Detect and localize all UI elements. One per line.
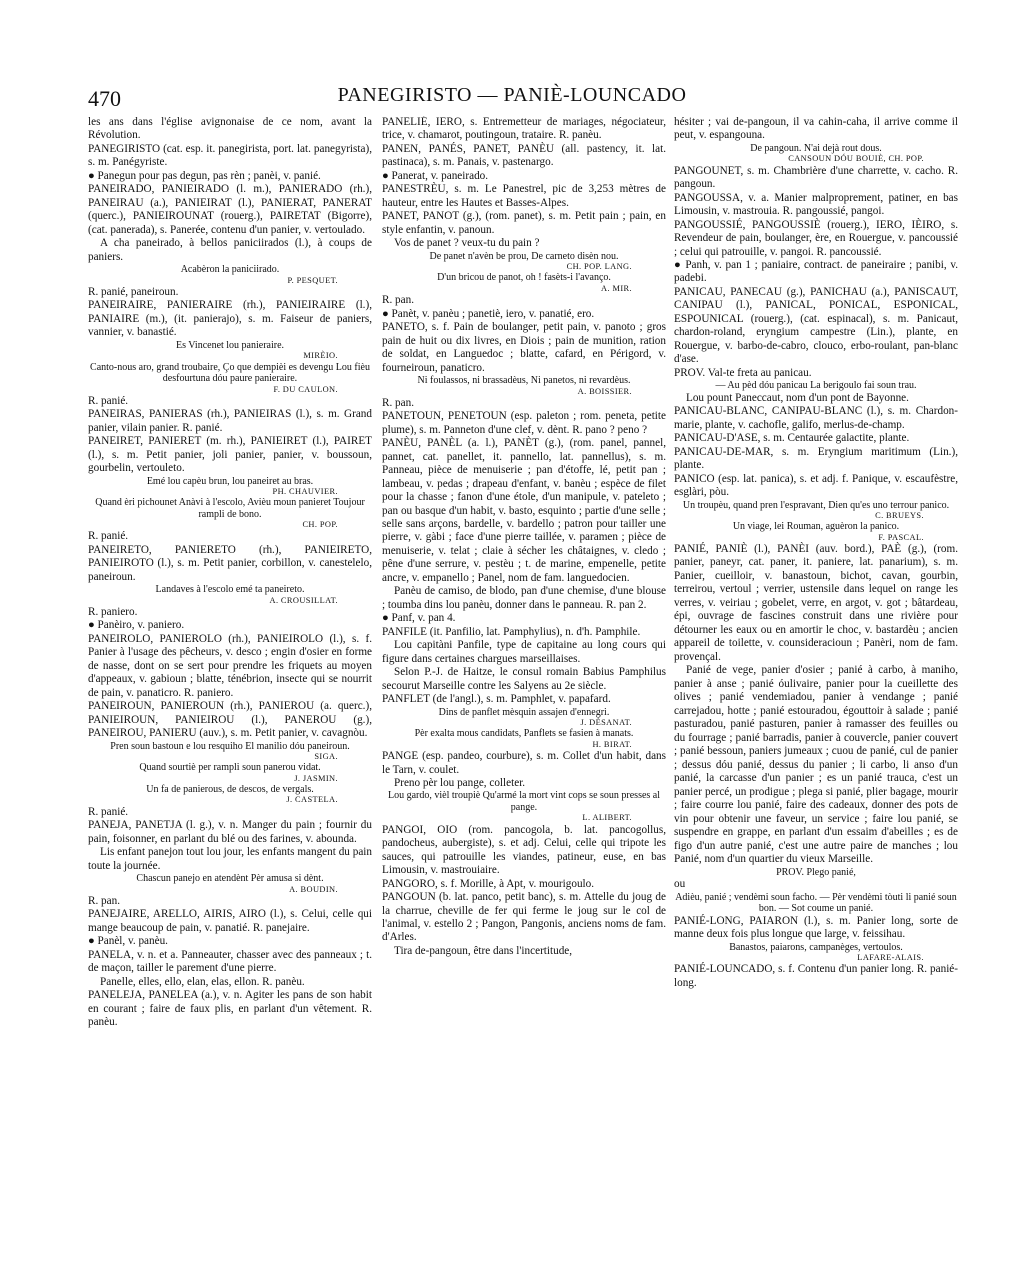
quotation: Adièu, panié ; vendèmi soun facho. — Pèr vendèmi tòuti li panié soun bon. — Sot coume un panié. [675, 891, 957, 915]
quotation: Es Vincenet lou panieraire. [175, 339, 285, 351]
entry-text: PANGOUNET, s. m. Chambrière d'une charrette, v. cacho. R. pangoun. [674, 164, 958, 191]
entry-text: PANICAU-BLANC, CANIPAU-BLANC (l.), s. m. Chardon-marie, plante, v. cachofle, galifo, merlus-de-champ. [674, 405, 958, 431]
quote-attribution: SIGA. [314, 752, 338, 762]
entry-text: Panelle, elles, ello, elan, elas, ellon. R. panèu. [100, 975, 305, 988]
quote-attribution: CANSOUN DÓU BOUIÈ, CH. POP. [788, 154, 924, 164]
entry-text: R. panié. [88, 805, 129, 818]
entry-text: Selon P.-J. de Haitze, le consul romain Babius Pamphilus secourut Marseille contre les Salyens au 2e siècle. [382, 666, 666, 692]
entry-text: Vos de panet ? veux-tu du pain ? [394, 237, 540, 250]
column-3 [674, 116, 958, 1280]
column-1 [88, 116, 372, 1280]
entry-text: PANICAU, PANECAU (g.), PANICHAU (a.), PANISCAUT, CANIPAU (l.), PANICAL, PONICAL, ESPONICAL, ESPOUNICAL (rouerg.), (cat. espinacal), s. m. Panicaut, chardon-roland, eryngium campestre (Lin.), plante, en Rouergue, v. barbo-de-cabro, clouco, erbo-roulant, pan-blanc d'ase. [674, 285, 958, 366]
quotation: Canto-nous aro, grand troubaire, Ço que dempièi es devengu Lou fièu desfourtuna dóu paure panieraire. [90, 361, 370, 385]
entry-text: PANET, PANOT (g.), (rom. panet), s. m. Petit pain ; pain, en style enfantin, v. panoun. [382, 210, 666, 236]
running-title: PANEGIRISTO — PANIÈ-LOUNCADO [337, 84, 687, 106]
entry-text: Panèu de camiso, de blodo, pan d'une chemise, d'une blouse ; toumba dins lou panèu, donner dans le panneau. R. pan 2. [382, 585, 666, 611]
quotation: De pangoun. N'ai dejà rout dous. [750, 142, 882, 154]
entry-text: Lou pount Paneccaut, nom d'un pont de Bayonne. [686, 391, 909, 404]
entry-text: PANFLET (de l'angl.), s. m. Pamphlet, v. papafard. [382, 693, 611, 706]
entry-text: Preno pèr lou pange, colleter. [394, 776, 526, 789]
entry-text: hésiter ; vai de-pangoun, il va cahin-caha, il arrive comme il peut, v. espangouna. [674, 116, 958, 142]
quotation: Acabèron la paniciirado. [180, 264, 280, 276]
entry-text: R. pan. [382, 396, 415, 409]
entry-text: PANGORO, s. f. Morille, à Apt, v. mourigoulo. [382, 877, 595, 890]
quotation: Dins de panflet mèsquin assajen d'ennegri. [438, 706, 610, 718]
entry-text: R. pan. [88, 894, 121, 907]
entry-text: ● Panh, v. pan 1 ; paniaire, contract. de paneiraire ; panibi, v. padebi. [674, 258, 958, 285]
entry-text: PANEGIRISTO (cat. esp. it. panegirista, port. lat. panegyrista), s. m. Panégyriste. [88, 142, 372, 169]
entry-text: R. panié, paneiroun. [88, 285, 179, 298]
quote-attribution: L. ALIBERT. [582, 813, 632, 823]
entry-text: PANGOUSSIÉ, PANGOUSSIÈ (rouerg.), IERO, IÈIRO, s. Revendeur de pain, boulanger, ère, en Rouergue, v. pancoussié ; celui qui patrouille, v. pangoi. R. pancoussié. [674, 218, 958, 258]
quotation: Un troupèu, quand pren l'espravant, Dien qu'es uno terrour panico. [682, 499, 950, 511]
entry-text: ou [674, 878, 686, 891]
entry-text: ● Panerat, v. paneirado. [382, 169, 489, 182]
quote-attribution: A. MIR. [601, 283, 632, 293]
entry-text: A cha paneirado, à bellos paniciirados (l.), à coups de paniers. [88, 237, 372, 263]
entry-text: Tira de-pangoun, être dans l'incertitude, [394, 944, 573, 957]
quote-attribution: CH. POP. [302, 520, 338, 530]
entry-text: R. pan. [382, 294, 415, 307]
quote-attribution: MIRÈIO. [303, 351, 338, 361]
quotation: Landaves à l'escolo emé ta paneireto. [155, 584, 305, 596]
entry-text: PANEIRET, PANIERET (m. rh.), PANIEIRET (l.), PAIRET (l.), s. m. Petit panier, joli panier, panier, v. boussoun, gourbelin, vertouleto. [88, 435, 372, 475]
entry-text: PANEIROUN, PANIEROUN (rh.), PANIEROU (a. querc.), PANIEIROUN, PANIEIROU (l.), PANEROU (g.), PANEIROU, PANIERU (auv.), s. m. Petit panier, v. cavagnòu. [88, 700, 372, 740]
quote-attribution: PH. CHAUVIER. [272, 487, 338, 497]
quote-attribution: C. BRUEYS. [875, 511, 924, 521]
quote-attribution: A. CROUSILLAT. [269, 595, 338, 605]
entry-text: PANELA, v. n. et a. Panneauter, chasser avec des panneaux ; t. de maçon, tailler le parement d'une pierre. [88, 948, 372, 975]
column-2 [382, 116, 666, 1280]
entry-text: PANGE (esp. pandeo, courbure), s. m. Collet d'un habit, dans le Tarn, v. coulet. [382, 750, 666, 776]
entry-text: R. panié. [88, 394, 129, 407]
quotation: Pren soun bastoun e lou resquiho El manilio dóu paneiroun. [110, 740, 350, 752]
entry-text: R. panié. [88, 530, 129, 543]
entry-text: PANGOI, OIO (rom. pancogola, b. lat. pancogollus, pandocheus, aubergiste), s. et adj. Celui, celle qui tripote les sauces, qui patrouille les viandes, patineur, euse, en bas Limousin, v. mastrouiaire. [382, 823, 666, 877]
quotation: Emé lou capèu brun, lou paneiret au bras. [146, 475, 314, 487]
quotation: Un viage, lei Rouman, aguèron la panico. [732, 521, 900, 533]
entry-text: PANEIRAS, PANIERAS (rh.), PANIEIRAS (l.), s. m. Grand panier, vilain panier. R. panié. [88, 408, 372, 434]
quotation: Quand sourtiè per rampli soun panerou vidat. [139, 762, 321, 774]
quotation: Quand èri pichounet Anàvi à l'escolo, Avièu moun panieret Toujour rampli de bono. [95, 497, 365, 520]
quotation: Ni foulassos, ni brassadèus, Ni panetos, ni revardèus. [417, 375, 631, 386]
entry-text: PANETOUN, PENETOUN (esp. paleton ; rom. peneta, petite plume), s. m. Panneton d'une clef, v. dènt. R. pano ? peno ? [382, 410, 666, 436]
entry-text: PANEIRAIRE, PANIERAIRE (rh.), PANIEIRAIRE (l.), PANIAIRE (m.), (it. panierajo), s. m. Faiseur de paniers, vannier, v. banastié. [88, 299, 372, 339]
quote-attribution: J. CASTELA. [286, 795, 338, 805]
quote-attribution: F. DU CAULON. [273, 384, 338, 394]
quotation: Banastos, paiarons, campanèges, vertoulos. [729, 941, 903, 953]
entry-text: Lou capitàni Panfile, type de capitaine au long cours qui figure dans certaines chargues marseillaises. [382, 639, 666, 665]
entry-text: Panié de vege, panier d'osier ; panié à carbo, à maniho, panier à anse ; panié óulivaire, panier pour la cueillette des olives ; panié vendemiadou, panier à vendange ; panié carrejadou, hotte ; panié estouradou, égouttoir à salade ; panié pasturadou, panié pasturen, panier à ramasser des feuilles ou du fourrage ; panié barradis, panier à couvercle, panier couvert ; panié bessoun, paniers jumeaux ; cuou de panié, cul de panier ; dessus dóu panié, dessus du panier ; li carbo, li anso d'un panié, la carcasse d'un panier ; es un panié trauca, c'est un panier percé, un prodigue ; plega si panié, plier bagage, mourir ; faire courre lou panié, faire des cadeaux, donner des pots de vin pour obtenir une faveur, un service ; faire lou panié, se suspendre en grappe, en parlant d'un essaim d'abeilles ; es de figo d'un autre panié, c'est une autre paire de manches ; lou Panié, nom d'un quartier du vieux Marseille. [674, 664, 958, 866]
quote-attribution: J. JASMIN. [294, 773, 338, 783]
entry-text: ● Panèiro, v. paniero. [88, 619, 185, 632]
entry-text: PANGOUN (b. lat. panco, petit banc), s. m. Attelle du joug de la charrue, cheville de fer qui ferme le joug sur le col de l'animal, v. estello 2 ; Pangon, Pangonis, anciens noms de fam. d'Arles. [382, 891, 666, 944]
entry-text: ● Panf, v. pan 4. [382, 612, 456, 625]
entry-text: PANGOUSSA, v. a. Manier malproprement, patiner, en bas Limousin, v. mastrouia. R. pangoussié, pangoi. [674, 191, 958, 218]
entry-text: ● Panèt, v. panèu ; panetiè, iero, v. panatié, ero. [382, 307, 595, 320]
quotation: Chascun panejo en atendènt Pèr amusa si dènt. [136, 873, 324, 884]
entry-text: PANELIÉ, IERO, s. Entremetteur de mariages, négociateur, trice, v. chamarot, poutingoun, trataire. R. panèu. [382, 116, 666, 142]
quotation: — Au pèd dóu panicau La berigoulo fai soun trau. [715, 380, 917, 392]
entry-text: PANÈU, PANÈL (a. l.), PANÈT (g.), (rom. panel, pannel, pannet, cat. panellet, it. pannello, lat. pannellus), s. m. Panneau, pièce de menuiserie ; pan d'étoffe, lé, petit pan ; lambeau, v. pedas ; drapeau d'enfant, v. banèu ; espèce de filet pour la chasse ; fanon d'une étole, d'un manipule, v. pateleto ; pan ou basque d'un habit, v. basto, esquinto ; partie d'une selle ; selle sans arçons, bardelle, v. bardello ; patron pour tailler une pierre, v. gàbi ; face d'une pierre taillée, v. paramen ; pièce de menuiserie, v. telat ; claie à sécher les châtaignes, v. cledo ; pêne d'une serrure, v. pestèu ; t. de marine, empenelle, petite ancre, v. empanello ; Panel, nom de fam. languedocien. [382, 437, 666, 584]
entry-text: PANEIRADO, PANIEIRADO (l. m.), PANIERADO (rh.), PANEIRAU (a.), PANIEIRAT (l.), PANIERAT, PANERAT (querc.), PANIEIROUNAT (rouerg.), PAIRETAT (Bigorre), (cat. panerada), s. Panerée, contenu d'un panier, v. vertoulado. [88, 183, 372, 236]
entry-text: PANELEJA, PANELEA (a.), v. n. Agiter les pans de son habit en courant ; faire de faux plis, en parlant d'un vêtement. R. panèu. [88, 989, 372, 1028]
quote-attribution: A. BOUDIN. [289, 884, 338, 894]
entry-text: PANEIROLO, PANIEROLO (rh.), PANIEIROLO (l.), s. f. Panier à l'usage des pêcheurs, v. desco ; engin d'osier en forme de nasse, dont on se sert pour prendre les friquets au moyen d'appeaux, v. gabioun ; blatte, ténébrion, insecte qui se nourrit de pain, v. panaticro. R. paniero. [88, 632, 372, 699]
entry-text: ● Panèl, v. panèu. [88, 935, 168, 948]
quotation: De panet n'avèn be prou, De carneto disèn nou. [429, 250, 619, 262]
quote-attribution: LAFARE-ALAIS. [857, 953, 924, 963]
entry-text: PANFILE (it. Panfilio, lat. Pamphylius), n. d'h. Pamphile. [382, 625, 641, 638]
quote-attribution: J. DÉSANAT. [580, 718, 632, 728]
quote-attribution: F. PASCAL. [878, 532, 924, 542]
quote-attribution: P. PESQUET. [287, 275, 338, 285]
entry-text: PANEJAIRE, ARELLO, AIRIS, AIRO (l.), s. Celui, celle qui mange beaucoup de pain, v. panatié. R. panejaire. [88, 908, 372, 934]
quote-attribution: A. BOISSIER. [577, 386, 632, 396]
quotation: Un fa de panierous, de descos, de vergals. [146, 783, 314, 795]
entry-text: PANETO, s. f. Pain de boulanger, petit pain, v. panoto ; gros pain de huit ou dix livres, en Diois ; pain de munition, ration de soldat, en Languedoc ; blatte, cafard, en Périgord, v. fourneiroun, panaticro. [382, 321, 666, 374]
entry-text: PANIÉ-LOUNCADO, s. f. Contenu d'un panier long. R. panié-long. [674, 963, 958, 989]
entry-text: PANIÉ, PANIÈ (l.), PANÈI (auv. bord.), PAÈ (g.), (rom. panier, paneyr, cat. paner, it. paniere, lat. panarium), s. m. Panier, cueilloir, v. banastoun, bichot, cavan, gourbin, terreirou, vertoul ; verrier, ustensile dans lequel on range les verres, v. veiriau ; gobelet, verre, en argot, v. got ; bâtardeau, épi, ouvrage de fascines construit dans une rivière pour détourner les eaux ou en amortir le choc, v. bastardèu ; ancien appareil de toilette, v. counsideracioun ; Panèri, nom de fam. provençal. [674, 542, 958, 663]
entry-text: PANEN, PANÉS, PANET, PANÈU (all. pastency, it. lat. pastinaca), s. m. Panais, v. pastenargo. [382, 142, 666, 169]
page-number: 470 [88, 86, 121, 111]
quote-attribution: CH. POP. LANG. [566, 262, 632, 272]
quotation: PROV. Plego panié, [776, 866, 856, 878]
entry-text: PANICAU-D'ASE, s. m. Centaurée galactite, plante. [674, 432, 910, 445]
entry-text: PANEJA, PANETJA (l. g.), v. n. Manger du pain ; fournir du pain, foisonner, en parlant du blé ou des farines, v. abounda. [88, 819, 372, 845]
entry-text: Lis enfant panejon tout lou jour, les enfants mangent du pain toute la journée. [88, 846, 372, 872]
entry-text: PROV. Val-te freta au panicau. [674, 366, 812, 379]
entry-text: PANEIRETO, PANIERETO (rh.), PANIEIRETO, PANIEIROTO (l.), s. m. Petit panier, corbillon, v. canestelelo, paneiroun. [88, 543, 372, 583]
entry-text: PANICO (esp. lat. panica), s. et adj. f. Panique, v. escaufèstre, esglàri, pòu. [674, 472, 958, 499]
quotation: Pèr exalta mous candidats, Panflets se fasien à manats. [414, 728, 634, 740]
entry-text: les ans dans l'église avignonaise de ce nom, avant la Révolution. [88, 116, 372, 142]
entry-text: PANICAU-DE-MAR, s. m. Eryngium maritimum (Lin.), plante. [674, 445, 958, 472]
quote-attribution: H. BIRAT. [592, 739, 632, 749]
quotation: Lou gardo, vièl troupiè Qu'armé la mort vint cops se soun presses al pange. [387, 790, 661, 813]
entry-text: ● Panegun pour pas degun, pas rèn ; panèi, v. panié. [88, 169, 321, 182]
entry-text: PANIÉ-LONG, PAIARON (l.), s. m. Panier long, sorte de manne deux fois plus longue que large, v. feissihau. [674, 914, 958, 941]
entry-text: R. paniero. [88, 605, 138, 618]
entry-text: PANESTRÈU, s. m. Le Panestrel, pic de 3,253 mètres de hauteur, entre les Hautes et Basses-Alpes. [382, 183, 666, 209]
quotation: D'un bricou de panot, oh ! fasèts-i l'avanço. [437, 272, 611, 284]
